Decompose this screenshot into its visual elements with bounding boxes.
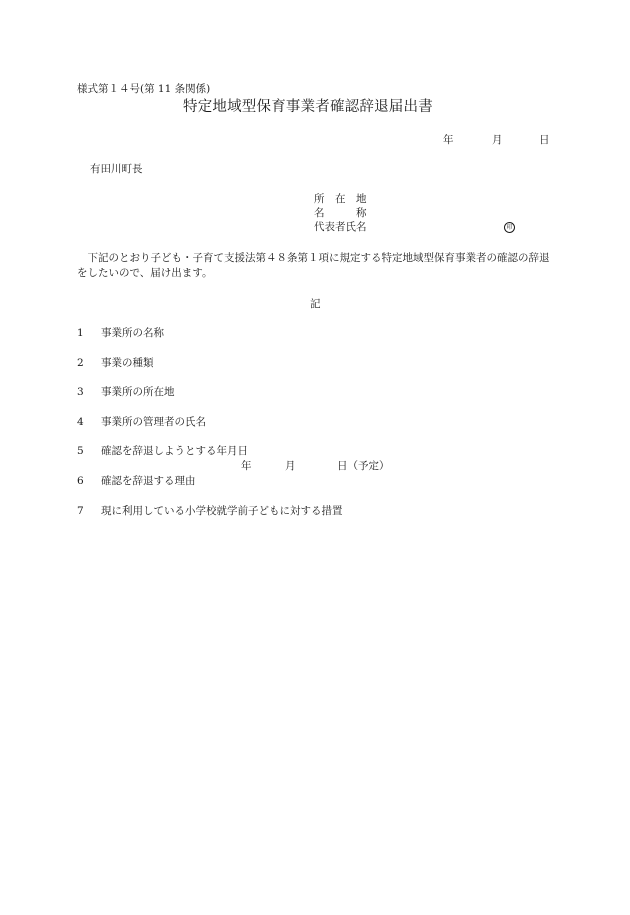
item-label: 確認を辞退しようとする年月日	[101, 445, 248, 457]
date-year-label: 年	[443, 134, 454, 146]
list-item	[77, 445, 248, 458]
item-label: 確認を辞退する理由	[101, 475, 196, 487]
list-item	[77, 416, 206, 429]
applicant-block	[314, 193, 513, 235]
name-label: 名 称	[314, 207, 367, 219]
item-number: 1	[77, 327, 84, 339]
form-number: 様式第１４号(第 11 条関係)	[77, 83, 211, 95]
item-label: 事業所の名称	[101, 327, 164, 339]
list-item	[77, 357, 154, 370]
document-title: 特定地域型保育事業者確認辞退届出書	[183, 99, 433, 115]
ki-heading: 記	[310, 298, 321, 310]
item-label: 事業所の管理者の氏名	[101, 416, 206, 428]
representative-label: 代表者氏名	[314, 221, 367, 233]
seal-icon: 印	[504, 222, 515, 233]
date-month-label: 月	[492, 134, 503, 146]
withdrawal-date-day-label: 日（予定）	[337, 460, 390, 472]
body-text: 下記のとおり子ども・子育て支援法第４８条第１項に規定する特定地域型保育事業者の確認の辞退をしたいので、届け出ます。	[77, 252, 550, 280]
item-label: 事業の種類	[101, 357, 154, 369]
list-item	[77, 475, 196, 488]
item-label: 事業所の所在地	[101, 386, 175, 398]
addressee: 有田川町長	[90, 163, 143, 175]
withdrawal-date-year-label: 年	[241, 460, 252, 472]
list-item	[77, 505, 343, 518]
representative-line	[314, 221, 513, 235]
item-number: 6	[77, 475, 84, 487]
address-label: 所 在 地	[314, 193, 367, 205]
item-number: 2	[77, 357, 84, 369]
item-number: 7	[77, 505, 84, 517]
date-day-label: 日	[539, 134, 550, 146]
item-number: 4	[77, 416, 84, 428]
list-item	[77, 327, 164, 340]
withdrawal-date-month-label: 月	[285, 460, 296, 472]
item-label: 現に利用している小学校就学前子どもに対する措置	[101, 505, 343, 517]
item-number: 3	[77, 386, 84, 398]
item-number: 5	[77, 445, 84, 457]
list-item	[77, 386, 175, 399]
